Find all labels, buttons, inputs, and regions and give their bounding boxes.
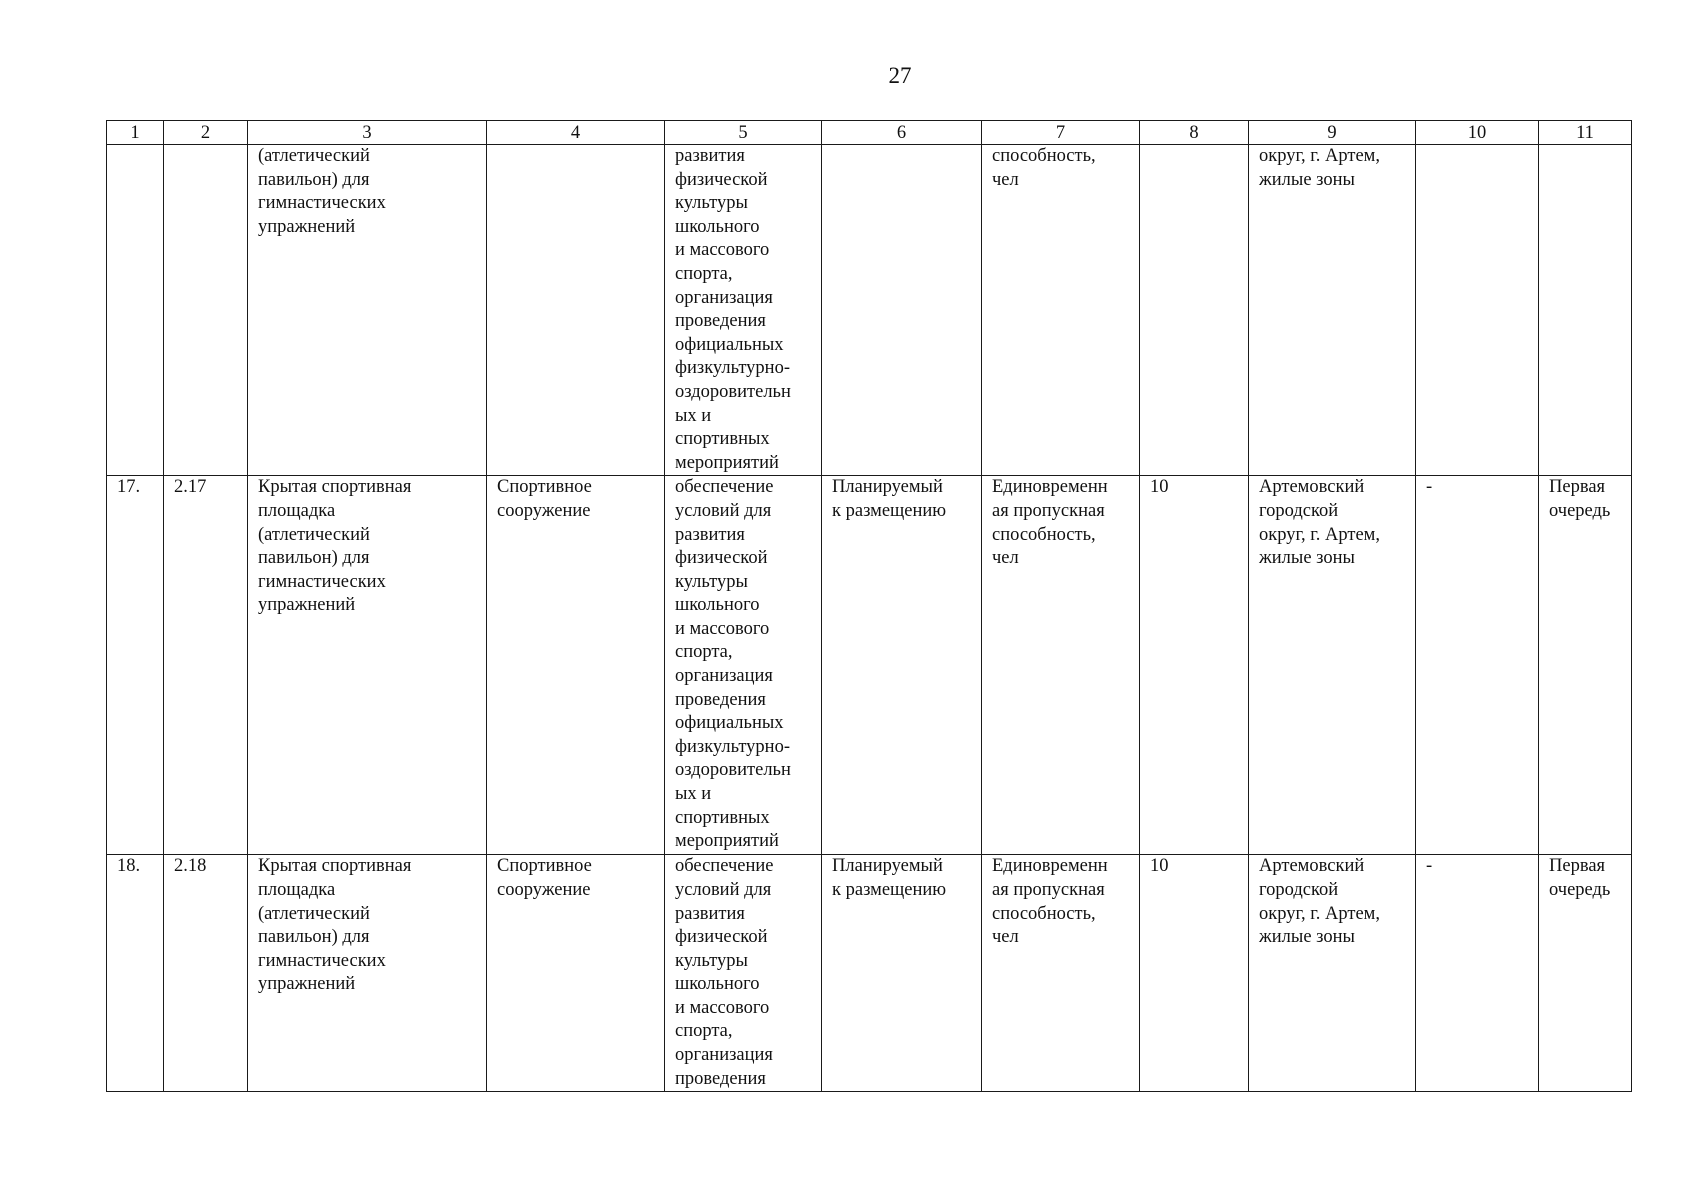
cell-value: 10 <box>1140 855 1249 1092</box>
cell-value: 10 <box>1140 476 1249 855</box>
header-cell: 6 <box>822 121 982 145</box>
cell-num <box>107 145 164 476</box>
page-number: 27 <box>888 63 912 88</box>
cell-status: Планируемый к размещению <box>822 855 982 1092</box>
cell-code <box>164 145 248 476</box>
cell-characteristic: способность, чел <box>982 145 1140 476</box>
cell-location: Артемовский городской округ, г. Артем, жилые зоны <box>1249 855 1416 1092</box>
cell-characteristic: Единовременн ая пропускная способность, чел <box>982 476 1140 855</box>
cell-status: Планируемый к размещению <box>822 476 982 855</box>
cell-name: (атлетический павильон) для гимнастических упражнений <box>248 145 487 476</box>
header-cell: 1 <box>107 121 164 145</box>
objects-table <box>106 120 1632 1092</box>
header-cell: 8 <box>1140 121 1249 145</box>
cell-kind <box>487 145 665 476</box>
cell-purpose: развития физической культуры школьного и массового спорта, организация проведения официальных физкультурно- оздоровительн ых и спортивных мероприятий <box>665 145 822 476</box>
header-cell: 10 <box>1416 121 1539 145</box>
cell-kind: Спортивное сооружение <box>487 476 665 855</box>
cell-code: 2.18 <box>164 855 248 1092</box>
cell-purpose: обеспечение условий для развития физической культуры школьного и массового спорта, организация проведения <box>665 855 822 1092</box>
cell-kind: Спортивное сооружение <box>487 855 665 1092</box>
cell-stage <box>1539 145 1632 476</box>
cell-zone <box>1416 145 1539 476</box>
cell-code: 2.17 <box>164 476 248 855</box>
header-cell: 9 <box>1249 121 1416 145</box>
header-cell: 7 <box>982 121 1140 145</box>
header-cell: 3 <box>248 121 487 145</box>
cell-stage: Первая очередь <box>1539 476 1632 855</box>
table-row <box>107 145 1632 476</box>
cell-location: Артемовский городской округ, г. Артем, жилые зоны <box>1249 476 1416 855</box>
cell-purpose: обеспечение условий для развития физической культуры школьного и массового спорта, организация проведения официальных физкультурно- оздоровительн ых и спортивных мероприятий <box>665 476 822 855</box>
header-cell: 11 <box>1539 121 1632 145</box>
cell-characteristic: Единовременн ая пропускная способность, чел <box>982 855 1140 1092</box>
cell-status <box>822 145 982 476</box>
cell-zone: - <box>1416 476 1539 855</box>
header-cell: 2 <box>164 121 248 145</box>
cell-num: 18. <box>107 855 164 1092</box>
cell-zone: - <box>1416 855 1539 1092</box>
table-header-row <box>107 121 1632 145</box>
cell-num: 17. <box>107 476 164 855</box>
cell-stage: Первая очередь <box>1539 855 1632 1092</box>
cell-name: Крытая спортивная площадка (атлетический павильон) для гимнастических упражнений <box>248 855 487 1092</box>
table-row <box>107 855 1632 1092</box>
cell-location: округ, г. Артем, жилые зоны <box>1249 145 1416 476</box>
header-cell: 5 <box>665 121 822 145</box>
table-row <box>107 476 1632 855</box>
header-cell: 4 <box>487 121 665 145</box>
cell-name: Крытая спортивная площадка (атлетический павильон) для гимнастических упражнений <box>248 476 487 855</box>
cell-value <box>1140 145 1249 476</box>
